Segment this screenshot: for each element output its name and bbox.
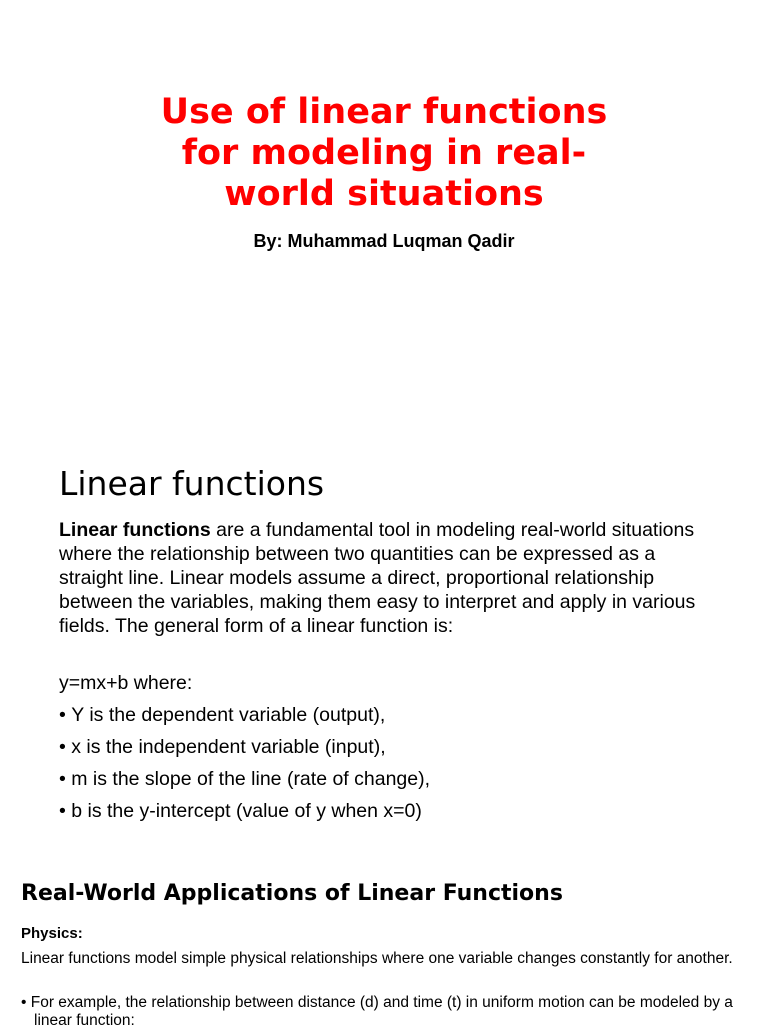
- applications-heading: Real-World Applications of Linear Functions: [21, 881, 563, 906]
- title-slide: [0, 0, 768, 430]
- list-item: • b is the y-intercept (value of y when x=0): [59, 799, 430, 831]
- linear-functions-slide: [0, 440, 768, 850]
- list-item: • m is the slope of the line (rate of change),: [59, 767, 430, 799]
- title-line: Use of linear functions: [160, 92, 608, 132]
- variable-list: [59, 703, 430, 831]
- intro-text: are a fundamental tool in modeling real-world situations where the relationship between two quantities can be expressed as a straight line. Linear models assume a direct, proportional relationship between the variables, making them easy to interpret and apply in various fields. The general form of a linear function is:: [59, 519, 696, 637]
- formula-line: y=mx+b where:: [59, 672, 193, 694]
- intro-paragraph: [59, 518, 719, 638]
- physics-description: Linear functions model simple physical relationships where one variable changes constantly for another.: [21, 950, 733, 967]
- intro-bold-term: Linear functions: [59, 519, 211, 541]
- presentation-title: [0, 92, 768, 215]
- applications-slide: [0, 860, 768, 1029]
- physics-subheading: Physics:: [21, 925, 83, 942]
- physics-example-bullet: • For example, the relationship between distance (d) and time (t) in uniform motion can be modeled by a linear function:: [21, 994, 754, 1030]
- list-item: • Y is the dependent variable (output),: [59, 703, 430, 735]
- title-line: world situations: [224, 174, 544, 214]
- title-line: for modeling in real-: [181, 133, 587, 173]
- author-byline: By: Muhammad Luqman Qadir: [253, 231, 515, 251]
- slide-heading: Linear functions: [59, 464, 325, 503]
- list-item: • x is the independent variable (input),: [59, 735, 430, 767]
